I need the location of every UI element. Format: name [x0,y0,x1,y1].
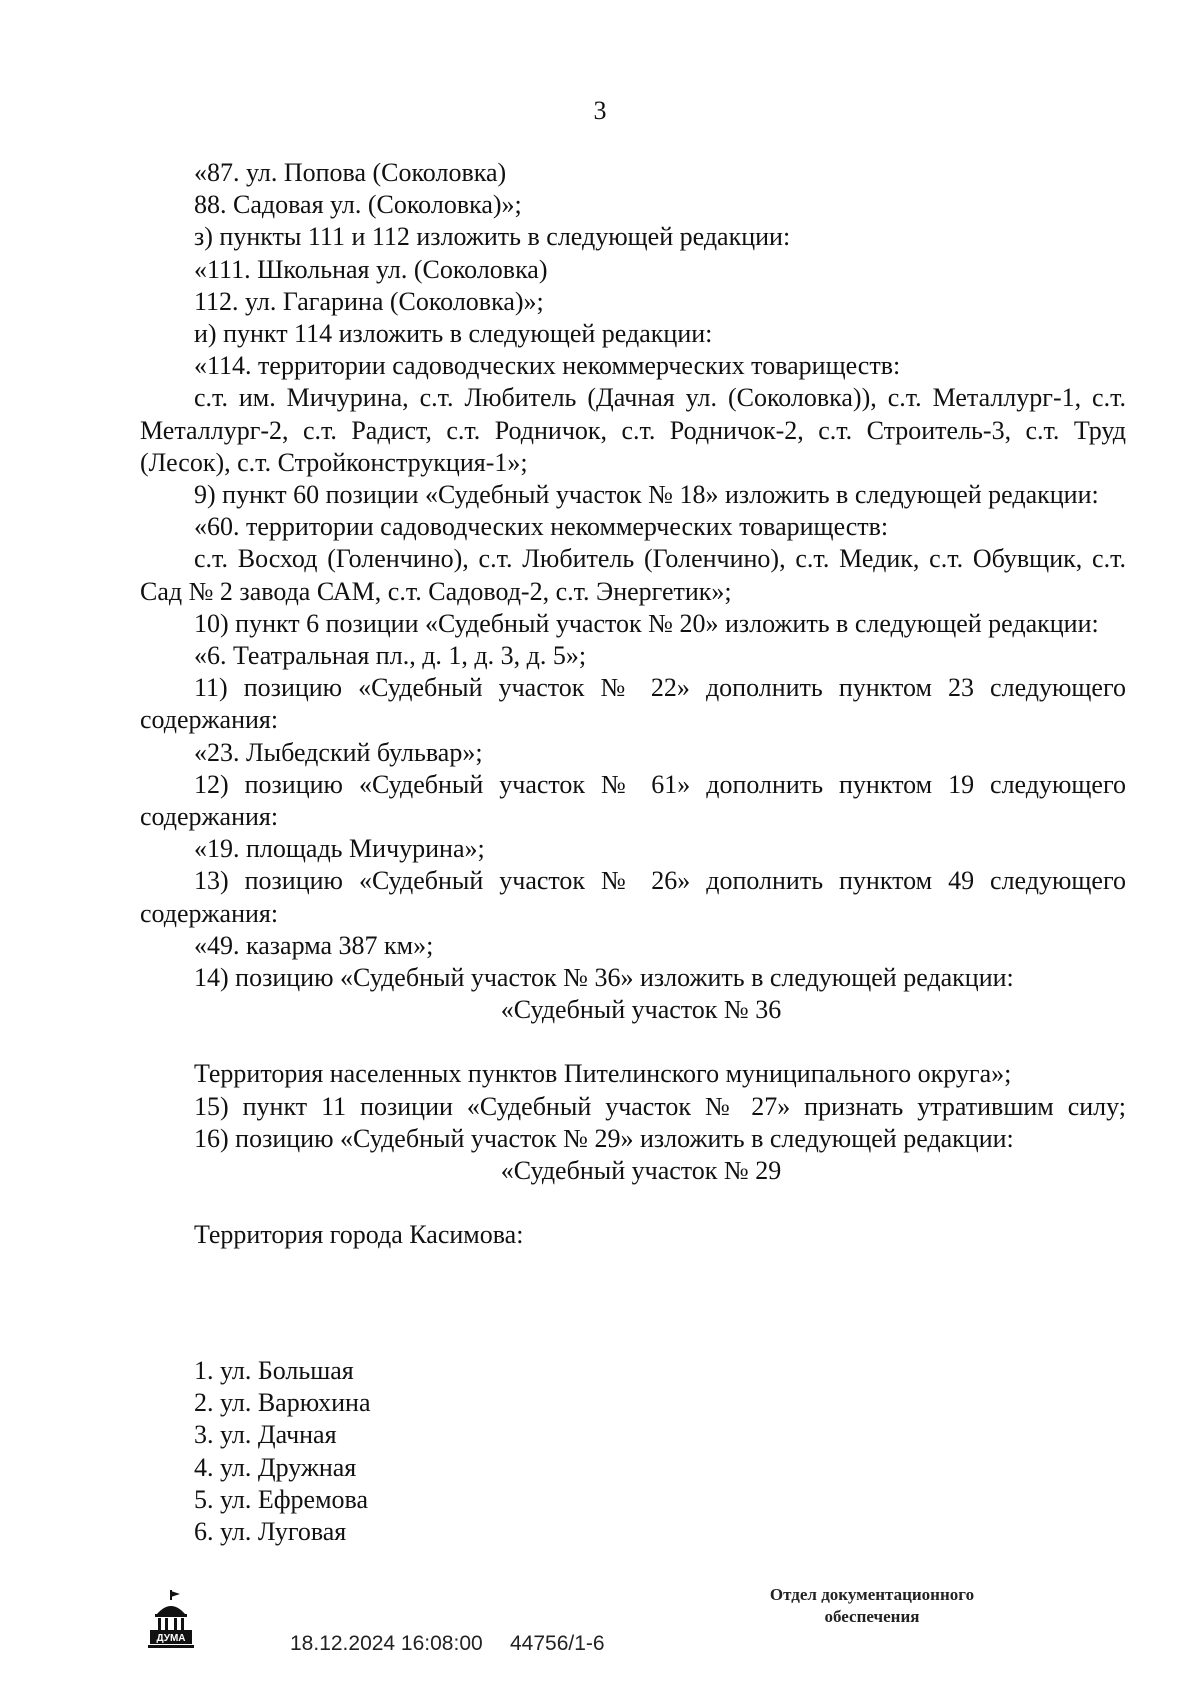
blank-line [140,1026,1126,1058]
paragraph: «111. Школьная ул. (Соколовка) [194,254,548,284]
footer-doc-number: 44756/1-6 [510,1632,605,1655]
paragraph: 88. Садовая ул. (Соколовка)»; [194,190,522,220]
duma-logo-icon [146,1588,196,1650]
list-item: 1. ул. Большая [194,1356,354,1385]
paragraph: 14) позицию «Судебный участок № 36» изложить в следующей редакции: [194,963,1014,993]
paragraph: «19. площадь Мичурина»; [194,834,485,864]
document-body [140,157,1126,1252]
list-item: 6. ул. Луговая [194,1517,347,1547]
paragraph: «49. казарма 387 км»; [194,930,434,960]
footer-datetime: 18.12.2024 16:08:00 [290,1632,483,1655]
footer [0,1580,1200,1690]
list-item: 3. ул. Дачная [194,1420,337,1450]
paragraph: 13) позицию «Судебный участок № 26» дополнить пунктом 49 следующего содержания: [140,866,1126,928]
paragraph: Территория населенных пунктов Пителинского муниципального округа»; [194,1059,1012,1089]
paragraph: с.т. Восход (Голенчино), с.т. Любитель (Голенчино), с.т. Медик, с.т. Обувщик, с.т. Сад № 2 завода САМ, с.т. Садовод-2, с.т. Энергетик»; [140,544,1126,606]
list-item: 5. ул. Ефремова [194,1484,369,1514]
section-heading: «Судебный участок № 29 [500,1156,782,1186]
list-item: 2. ул. Варюхина [194,1388,371,1418]
page-number: 3 [593,96,607,125]
paragraph: 9) пункт 60 позиции «Судебный участок № 18» изложить в следующей редакции: [194,480,1099,510]
street-list [140,1355,1126,1548]
department-line: обеспечения [824,1607,920,1626]
list-item: 4. ул. Дружная [194,1452,357,1482]
paragraph: с.т. им. Мичурина, с.т. Любитель (Дачная ул. (Соколовка)), с.т. Металлург-1, с.т. Металлург-2, с.т. Радист, с.т. Родничок, с.т. Родничок-2, с.т. Строитель-3, с.т. Труд (Лесок), с.т. Стройконструкция-1»; [140,383,1126,477]
paragraph: 15) пункт 11 позиции «Судебный участок № 27» признать утратившим силу; [194,1091,1126,1121]
blank-line [140,1187,1126,1219]
logo-text: ДУМА [156,1633,186,1644]
department-line: Отдел документационного [769,1585,975,1604]
paragraph: «60. территории садоводческих некоммерческих товариществ: [194,512,889,542]
paragraph: з) пункты 111 и 112 изложить в следующей редакции: [194,222,791,252]
paragraph: «114. территории садоводческих некоммерческих товариществ: [194,351,901,381]
paragraph: 11) позицию «Судебный участок № 22» дополнить пунктом 23 следующего содержания: [140,673,1126,735]
paragraph: Территория города Касимова: [194,1220,524,1250]
paragraph: «87. ул. Попова (Соколовка) [194,158,507,187]
footer-department [732,1584,1012,1628]
paragraph: «23. Лыбедский бульвар»; [194,737,483,767]
paragraph: и) пункт 114 изложить в следующей редакции: [194,319,713,349]
paragraph: 10) пункт 6 позиции «Судебный участок № 20» изложить в следующей редакции: [194,608,1099,638]
paragraph: 12) позицию «Судебный участок № 61» дополнить пунктом 19 следующего содержания: [140,769,1126,832]
paragraph: 16) позицию «Судебный участок № 29» изложить в следующей редакции: [194,1123,1014,1153]
section-heading: «Судебный участок № 36 [500,995,782,1025]
paragraph: «6. Театральная пл., д. 1, д. 3, д. 5»; [194,641,587,671]
paragraph: 112. ул. Гагарина (Соколовка)»; [194,286,544,316]
